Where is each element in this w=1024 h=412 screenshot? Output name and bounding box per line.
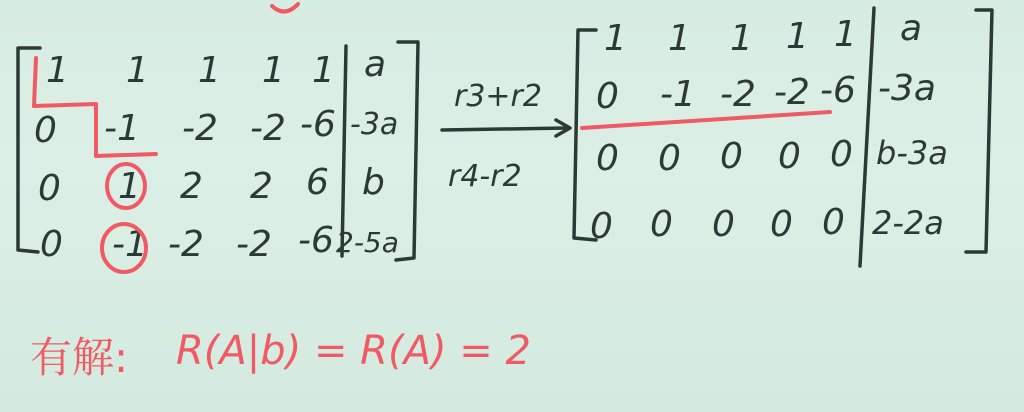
left-cell-r2c4: -2 bbox=[250, 108, 286, 149]
left-matrix bbox=[18, 42, 418, 272]
left-cell-r1c2: 1 bbox=[126, 50, 149, 91]
right-cell-r1c1: 1 bbox=[604, 18, 627, 59]
left-cell-r1c3: 1 bbox=[198, 50, 221, 91]
left-cell-r2c3: -2 bbox=[182, 108, 218, 149]
left-cell-r3c4: 2 bbox=[250, 166, 273, 207]
right-cell-r1c3: 1 bbox=[730, 18, 753, 59]
operation-arrow bbox=[442, 120, 570, 136]
right-cell-r4c5: 0 bbox=[822, 202, 845, 243]
right-matrix bbox=[574, 8, 992, 266]
left-cell-r3c1: 0 bbox=[38, 168, 61, 209]
row-operation bbox=[442, 79, 570, 194]
left-cell-r4c3: -2 bbox=[168, 224, 204, 265]
right-cell-r1c5: 1 bbox=[834, 14, 857, 55]
left-cell-r1c1: 1 bbox=[46, 50, 69, 91]
left-cell-r2c2: -1 bbox=[104, 108, 140, 149]
left-cell-r1c5: 1 bbox=[312, 50, 335, 91]
right-cell-r3c1: 0 bbox=[596, 138, 619, 179]
left-cell-r4c5: -6 bbox=[298, 220, 334, 261]
conclusion-equation: R(A|b) = R(A) = 2 bbox=[176, 328, 531, 374]
left-cell-r3c6: b bbox=[362, 162, 385, 203]
right-cell-r1c4: 1 bbox=[786, 16, 809, 57]
left-cell-r4c4: -2 bbox=[236, 224, 272, 265]
left-cell-r4c2: -1 bbox=[112, 224, 148, 265]
right-cell-r4c1: 0 bbox=[590, 206, 613, 247]
right-cell-r2c2: -1 bbox=[660, 74, 696, 115]
right-cell-r1c2: 1 bbox=[668, 18, 691, 59]
top-red-mark bbox=[272, 4, 298, 12]
left-matrix-right-bracket bbox=[396, 42, 418, 260]
conclusion-label: 有解: bbox=[30, 333, 129, 382]
right-cell-r3c4: 0 bbox=[778, 136, 801, 177]
conclusion bbox=[30, 328, 531, 382]
left-cell-r3c2: 1 bbox=[118, 166, 141, 207]
left-cell-r3c5: 6 bbox=[306, 162, 329, 203]
left-cell-r3c3: 2 bbox=[180, 166, 203, 207]
right-cell-r4c4: 0 bbox=[770, 204, 793, 245]
left-cell-r4c1: 0 bbox=[40, 224, 63, 265]
right-cell-r3c6: b-3a bbox=[876, 134, 948, 172]
right-cell-r4c6: 2-2a bbox=[872, 204, 944, 242]
right-cell-r3c3: 0 bbox=[720, 136, 743, 177]
operation-top: r3+r2 bbox=[454, 79, 542, 114]
right-pivot-underline bbox=[582, 112, 830, 128]
right-cell-r2c3: -2 bbox=[720, 74, 756, 115]
left-cell-r1c6: a bbox=[364, 44, 387, 85]
left-matrix-augment-line bbox=[342, 46, 346, 256]
right-cell-r2c4: -2 bbox=[774, 72, 810, 113]
left-cell-r2c6: -3a bbox=[350, 107, 399, 142]
right-cell-r1c6: a bbox=[900, 8, 923, 49]
right-cell-r3c2: 0 bbox=[658, 138, 681, 179]
left-cell-r1c4: 1 bbox=[262, 50, 285, 91]
left-cell-r4c6: 2-5a bbox=[336, 226, 399, 259]
operation-bottom: r4-r2 bbox=[448, 159, 522, 194]
right-cell-r2c1: 0 bbox=[596, 76, 619, 117]
right-cell-r4c3: 0 bbox=[712, 204, 735, 245]
right-cell-r3c5: 0 bbox=[830, 134, 853, 175]
right-matrix-right-bracket bbox=[966, 10, 992, 252]
left-cell-r2c1: 0 bbox=[34, 110, 57, 151]
right-cell-r2c5: -6 bbox=[820, 70, 856, 111]
left-cell-r2c5: -6 bbox=[300, 104, 336, 145]
right-cell-r4c2: 0 bbox=[650, 204, 673, 245]
right-cell-r2c6: -3a bbox=[878, 68, 936, 109]
